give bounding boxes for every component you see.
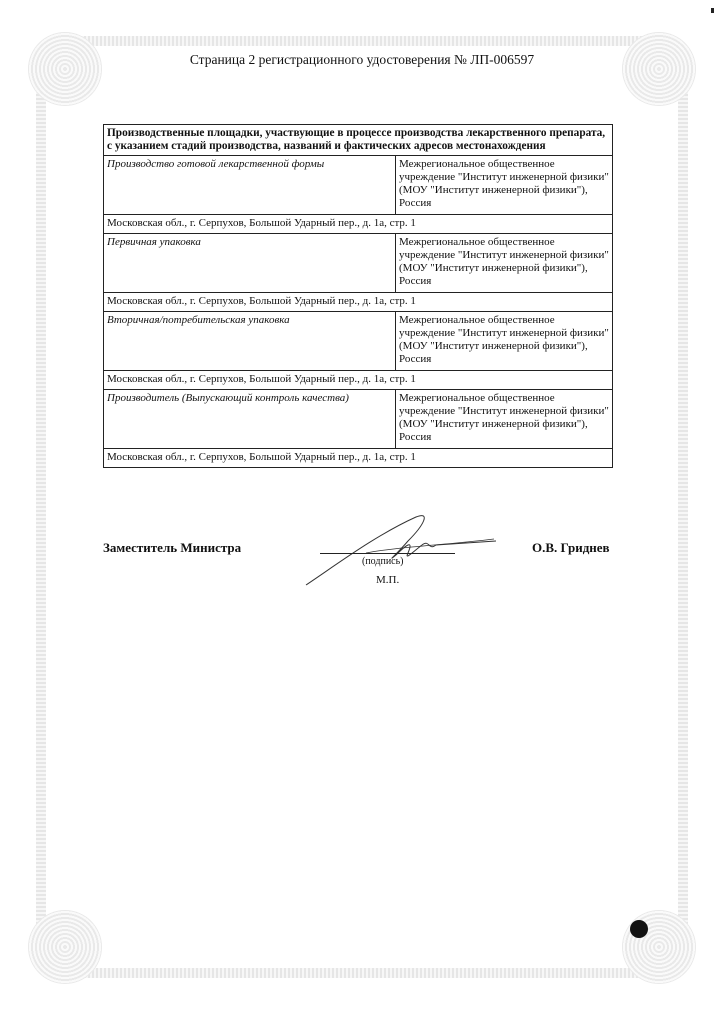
security-border-left: [36, 90, 46, 924]
table-row: [104, 371, 613, 390]
address-cell: Московская обл., г. Серпухов, Большой Ударный пер., д. 1а, стр. 1: [104, 215, 613, 234]
stage-cell: Первичная упаковка: [104, 234, 396, 293]
stamp-label: М.П.: [376, 574, 400, 586]
production-sites-table: [103, 124, 613, 468]
signature-line: [320, 553, 455, 554]
security-border-bottom: [60, 968, 664, 978]
table-header-row: [104, 125, 613, 156]
security-border-top: [60, 36, 664, 46]
scan-speck: [711, 8, 714, 13]
table-row: [104, 293, 613, 312]
table-row: [104, 312, 613, 371]
stage-cell: Вторичная/потребительская упаковка: [104, 312, 396, 371]
table-row: [104, 234, 613, 293]
table-row: [104, 449, 613, 468]
address-cell: Московская обл., г. Серпухов, Большой Ударный пер., д. 1а, стр. 1: [104, 371, 613, 390]
signature-block: [0, 540, 724, 600]
table-row: [104, 156, 613, 215]
signer-position: Заместитель Министра: [103, 540, 242, 555]
page-title: Страница 2 регистрационного удостоверения № ЛП-006597: [189, 52, 535, 67]
table-row: [104, 215, 613, 234]
rosette-ornament-icon: [28, 910, 102, 984]
organization-cell: Межрегиональное общественное учреждение "Институт инженерной физики" (МОУ "Институт инженерной физики"), Россия: [396, 312, 613, 371]
stage-cell: Производство готовой лекарственной формы: [104, 156, 396, 215]
signature-caption: (подпись): [362, 556, 404, 567]
punch-hole: [630, 920, 648, 938]
rosette-ornament-icon: [622, 32, 696, 106]
organization-cell: Межрегиональное общественное учреждение "Институт инженерной физики" (МОУ "Институт инженерной физики"), Россия: [396, 234, 613, 293]
organization-cell: Межрегиональное общественное учреждение "Институт инженерной физики" (МОУ "Институт инженерной физики"), Россия: [396, 390, 613, 449]
organization-cell: Межрегиональное общественное учреждение "Институт инженерной физики" (МОУ "Институт инженерной физики"), Россия: [396, 156, 613, 215]
address-cell: Московская обл., г. Серпухов, Большой Ударный пер., д. 1а, стр. 1: [104, 293, 613, 312]
table-row: [104, 390, 613, 449]
table-header: Производственные площадки, участвующие в процессе производства лекарственного препарата, с указанием стадий производства, названий и фактических адресов местонахождения: [104, 125, 613, 156]
signer-name: О.В. Гриднев: [532, 540, 610, 555]
stage-cell: Производитель (Выпускающий контроль качества): [104, 390, 396, 449]
security-border-right: [678, 90, 688, 924]
address-cell: Московская обл., г. Серпухов, Большой Ударный пер., д. 1а, стр. 1: [104, 449, 613, 468]
rosette-ornament-icon: [28, 32, 102, 106]
